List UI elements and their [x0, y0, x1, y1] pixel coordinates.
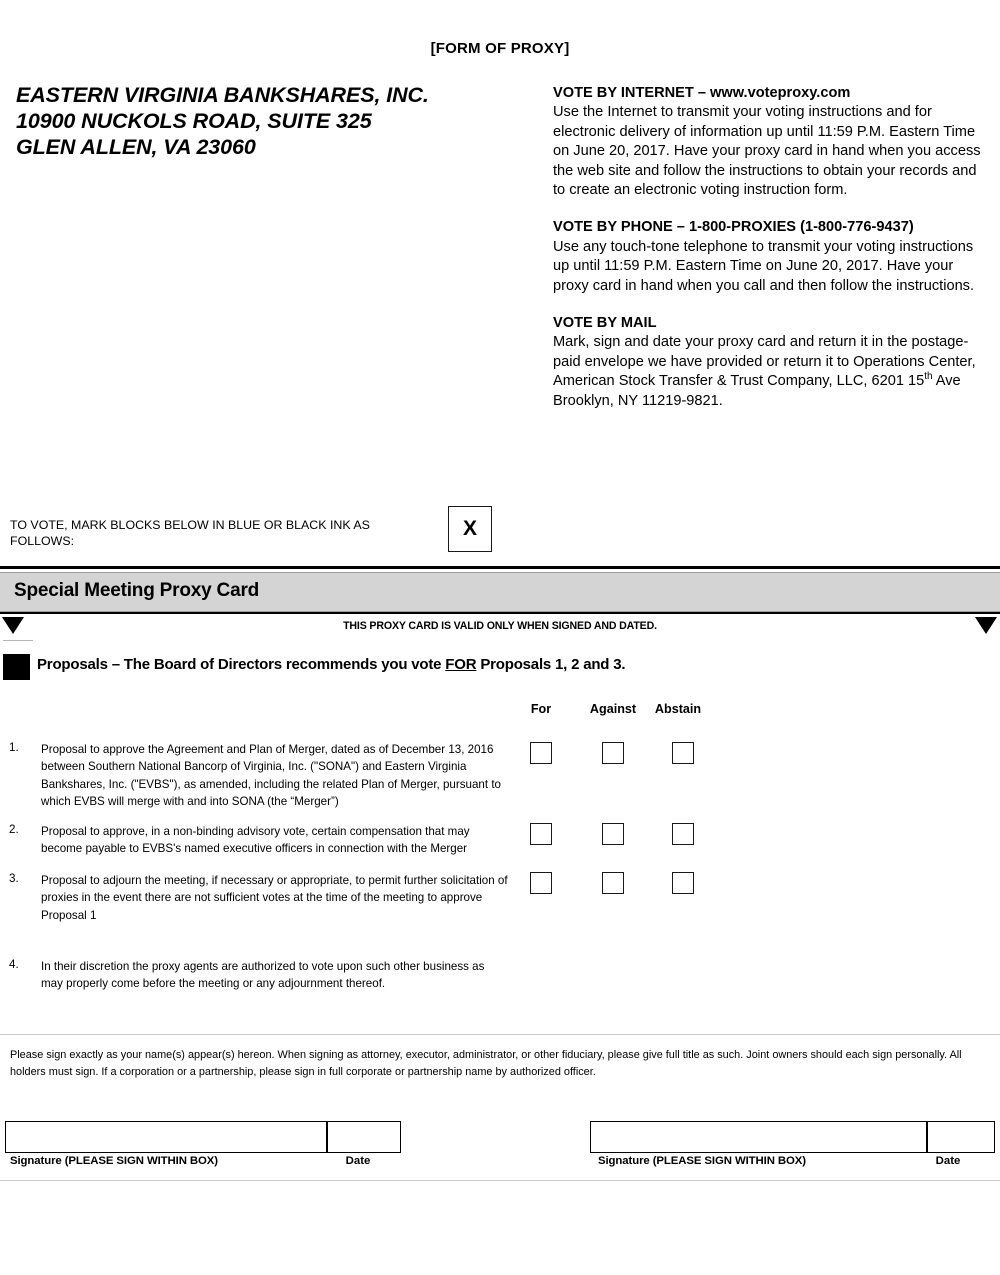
- black-square-marker-icon: [3, 654, 30, 680]
- company-name: EASTERN VIRGINIA BANKSHARES, INC.: [16, 83, 429, 107]
- checkbox-proposal-1-abstain[interactable]: [672, 742, 694, 764]
- proposals-heading-for-emphasis: FOR: [445, 656, 477, 673]
- sample-mark-x: X: [462, 517, 477, 540]
- column-header-against: Against: [589, 702, 637, 716]
- proposal-text-1: Proposal to approve the Agreement and Plan of Merger, dated as of December 13, 2016 between Southern National Bancorp of Virginia, Inc. ("SONA") and Eastern Virginia Bankshares, Inc. ("EVBS"), as amended, including the related Plan of Merger, pursuant to which EVBS will merge with and into SONA (the “Merger”): [41, 743, 501, 809]
- vote-by-mail-body-part-1: Mark, sign and date your proxy card and return it in the postage-paid envelope we have provided or return it to Operations Center, American Stock Transfer & Trust Company, LLC, 6201 15: [553, 334, 976, 390]
- divider-above-band: [0, 566, 1000, 569]
- vote-by-phone-group: [553, 218, 983, 296]
- checkbox-proposal-3-against[interactable]: [602, 872, 624, 894]
- page-title: [FORM OF PROXY]: [430, 40, 570, 57]
- signature-box-1[interactable]: [5, 1121, 401, 1153]
- signature-box-2-label: Signature (PLEASE SIGN WITHIN BOX): [598, 1155, 806, 1167]
- signature-box-1-date-label: Date: [345, 1155, 371, 1167]
- divider-below-band: [0, 612, 1000, 614]
- vote-by-internet-heading: VOTE BY INTERNET – www.voteproxy.com: [553, 85, 851, 101]
- proposal-number-1: 1.: [9, 741, 19, 754]
- signature-box-2[interactable]: [590, 1121, 995, 1153]
- vote-by-phone-body: Use any touch-tone telephone to transmit your voting instructions up until 11:59 P.M. Eastern Time on June 20, 2017. Have your proxy card in hand when you call and then follow the instructions.: [553, 238, 975, 294]
- divider-below-signature-boxes: [0, 1180, 1000, 1181]
- column-header-for: For: [530, 702, 552, 716]
- company-address-block: [16, 82, 516, 160]
- checkbox-proposal-1-against[interactable]: [602, 742, 624, 764]
- vote-by-phone-heading: VOTE BY PHONE – 1-800-PROXIES (1-800-776-9437): [553, 219, 914, 236]
- signature-box-1-date-divider: [326, 1122, 328, 1152]
- company-address-line-1: 10900 NUCKOLS ROAD, SUITE 325: [16, 109, 372, 133]
- checkbox-proposal-1-for[interactable]: [530, 742, 552, 764]
- vote-by-internet-body: Use the Internet to transmit your voting instructions and for electronic delivery of information up until 11:59 P.M. Eastern Time on June 20, 2017. Have your proxy card in hand when you access the web site and follow the instructions to obtain your records and to create an electronic voting instruction form.: [553, 104, 981, 199]
- ordinal-suffix: th: [924, 371, 933, 383]
- vote-by-mail-body: [553, 333, 983, 411]
- cut-marker-left-underline: [3, 640, 33, 641]
- proxy-card-band-title: Special Meeting Proxy Card: [14, 580, 260, 601]
- voting-methods-panel: [553, 84, 983, 411]
- checkbox-proposal-2-for[interactable]: [530, 823, 552, 845]
- signature-box-2-date-label: Date: [935, 1155, 961, 1167]
- validity-notice: THIS PROXY CARD IS VALID ONLY WHEN SIGNED AND DATED.: [343, 620, 657, 632]
- divider-above-signature-note: [0, 1034, 1000, 1035]
- proposal-number-2: 2.: [9, 823, 19, 836]
- checkbox-proposal-2-against[interactable]: [602, 823, 624, 845]
- proposals-heading: [37, 656, 625, 673]
- sample-mark-box: [448, 506, 492, 552]
- signature-box-2-date-divider: [926, 1122, 928, 1152]
- company-address-line-2: GLEN ALLEN, VA 23060: [16, 135, 256, 159]
- proposal-text-4: In their discretion the proxy agents are authorized to vote upon such other business as may properly come before the meeting or any adjournment thereof.: [41, 960, 485, 991]
- signature-box-1-label: Signature (PLEASE SIGN WITHIN BOX): [10, 1155, 218, 1167]
- mark-blocks-instruction: TO VOTE, MARK BLOCKS BELOW IN BLUE OR BLACK INK AS FOLLOWS:: [10, 518, 370, 548]
- column-header-abstain: Abstain: [654, 702, 702, 716]
- vote-by-mail-heading: VOTE BY MAIL: [553, 315, 657, 332]
- proposal-text-3: Proposal to adjourn the meeting, if necessary or appropriate, to permit further solicitation of proxies in the event there are not sufficient votes at the time of the meeting to approve Proposal 1: [41, 874, 508, 922]
- vote-by-mail-group: [553, 314, 983, 411]
- checkbox-proposal-3-for[interactable]: [530, 872, 552, 894]
- checkbox-proposal-2-abstain[interactable]: [672, 823, 694, 845]
- proposal-text-2: Proposal to approve, in a non-binding advisory vote, certain compensation that may become payable to EVBS's named executive officers in connection with the Merger: [41, 825, 470, 856]
- proposals-heading-part-1: Proposals – The Board of Directors recommends you vote: [37, 656, 446, 673]
- proposal-number-4: 4.: [9, 958, 19, 971]
- proposal-number-3: 3.: [9, 872, 19, 885]
- checkbox-proposal-3-abstain[interactable]: [672, 872, 694, 894]
- vote-by-internet-group: [553, 84, 983, 200]
- signature-instructions: Please sign exactly as your name(s) appear(s) hereon. When signing as attorney, executor, administrator, or other fiduciary, please give full title as such. Joint owners should each sign personally. All holders must sign. If a corporation or a partnership, please sign in full corporate or partnership name by authorized officer.: [10, 1049, 962, 1078]
- vote-by-mail-body-part-2: Ave Brooklyn, NY 11219-9821.: [553, 373, 961, 409]
- proposals-heading-part-2: Proposals 1, 2 and 3.: [476, 656, 626, 673]
